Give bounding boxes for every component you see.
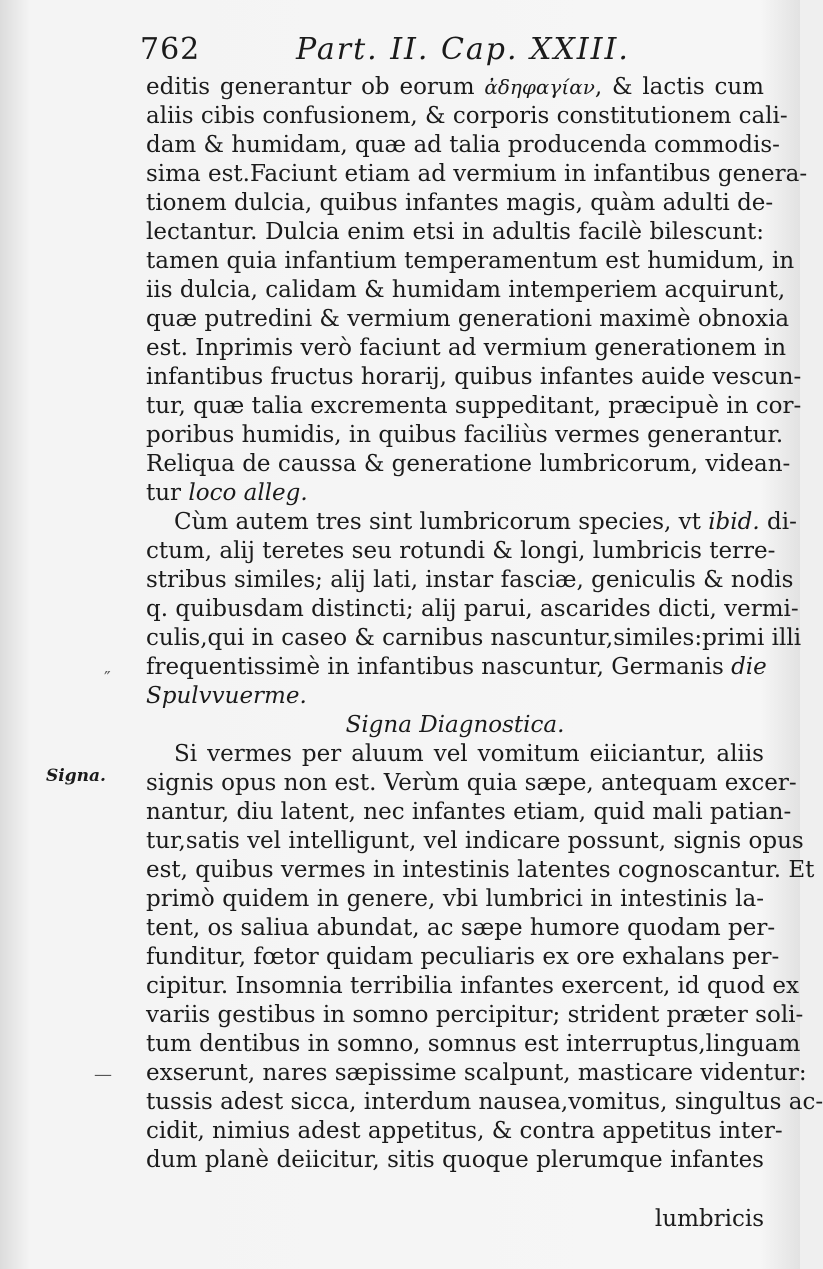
italic-segment: die (731, 654, 767, 680)
text-line: tent, os saliua abundat, ac sæpe humore quodam per- (146, 915, 776, 941)
text-line: stribus similes; alij lati, instar fasciæ, geniculis & nodis (146, 567, 794, 593)
text-line: Reliqua de caussa & generatione lumbricorum, videan- (146, 451, 791, 477)
page-number: 762 (140, 32, 201, 67)
text-line: aliis cibis confusionem, & corporis constitutionem cali- (146, 103, 788, 129)
text-line: ctum, alij teretes seu rotundi & longi, lumbricis terre- (146, 538, 776, 564)
text-line: sima est.Faciunt etiam ad vermium in infantibus genera- (146, 161, 808, 187)
text-line: culis,qui in caseo & carnibus nascuntur,similes:primi illi (146, 625, 802, 651)
margin-mark: ″ (104, 668, 111, 689)
text-line (146, 508, 797, 537)
text-line (146, 73, 764, 102)
text-line (146, 682, 764, 711)
text-line: est, quibus vermes in intestinis latentes cognoscantur. Et (146, 857, 815, 883)
italic-segment: loco alleg. (188, 480, 308, 506)
text-line: lectantur. Dulcia enim etsi in adultis facilè bilescunt: (146, 219, 764, 245)
text-line: cipitur. Insomnia terribilia infantes exercent, id quod ex (146, 973, 799, 999)
text-line: primò quidem in genere, vbi lumbrici in intestinis la- (146, 886, 764, 912)
running-head (140, 30, 760, 70)
catchword: lumbricis (654, 1206, 764, 1232)
text-line: tussis adest sicca, interdum nausea,vomitus, singultus ac- (146, 1089, 823, 1115)
text-line: tur, quæ talia excrementa suppeditant, præcipuè in cor- (146, 393, 802, 419)
text-line: tamen quia infantium temperamentum est humidum, in (146, 248, 795, 274)
text-line (146, 479, 764, 508)
text-segment: frequentissimè in infantibus nascuntur, Germanis (146, 654, 732, 680)
text-line (146, 653, 767, 682)
text-line: signis opus non est. Verùm quia sæpe, antequam excer- (146, 770, 797, 796)
text-segment: di- (759, 509, 797, 535)
text-line: est. Inprimis verò faciunt ad vermium generationem in (146, 335, 787, 361)
text-line: variis gestibus in somno percipitur; strident præter soli- (146, 1002, 804, 1028)
italic-segment: ibid. (708, 509, 760, 535)
text-line: tum dentibus in somno, somnus est interruptus,linguam (146, 1031, 801, 1057)
text-line: dum planè deiicitur, sitis quoque plerumque infantes (146, 1147, 764, 1173)
text-line: tionem dulcia, quibus infantes magis, quàm adulti de- (146, 190, 774, 216)
text-line: quæ putredini & vermium generationi maximè obnoxia (146, 306, 790, 332)
text-segment: , & lactis cum (594, 74, 764, 100)
text-line: cidit, nimius adest appetitus, & contra appetitus inter- (146, 1118, 783, 1144)
text-segment: tur (146, 480, 189, 506)
text-segment: editis generantur ob eorum (146, 74, 485, 100)
text-line: nantur, diu latent, nec infantes etiam, quid mali patian- (146, 799, 792, 825)
text-line: iis dulcia, calidam & humidam intemperiem acquirunt, (146, 277, 786, 303)
text-line: dam & humidam, quæ ad talia producenda commodis- (146, 132, 780, 158)
italic-segment: Spulvvuerme. (146, 683, 307, 709)
margin-note: Signa. (46, 766, 106, 786)
text-line: infantibus fructus horarij, quibus infantes auide vescun- (146, 364, 802, 390)
chapter-reference: Part. II. Cap. XXIII. (296, 32, 630, 67)
text-segment: Cùm autem tres sint lumbricorum species, vt (174, 509, 709, 535)
body-text (146, 73, 823, 1175)
text-line: exserunt, nares sæpissime scalpunt, masticare videntur: (146, 1060, 807, 1086)
margin-dash: — (94, 1064, 112, 1085)
section-heading: Signa Diagnostica. (345, 712, 565, 738)
text-line: poribus humidis, in quibus faciliùs vermes generantur. (146, 422, 784, 448)
greek-word: ἀδηφαγίαν (484, 75, 595, 99)
text-line: tur,satis vel intelligunt, vel indicare possunt, signis opus (146, 828, 804, 854)
text-line: Si vermes per aluum vel vomitum eiiciantur, aliis (174, 741, 764, 767)
text-line: q. quibusdam distincti; alij parui, ascarides dicti, vermi- (146, 596, 799, 622)
text-line: funditur, fœtor quidam peculiaris ex ore exhalans per- (146, 944, 780, 970)
